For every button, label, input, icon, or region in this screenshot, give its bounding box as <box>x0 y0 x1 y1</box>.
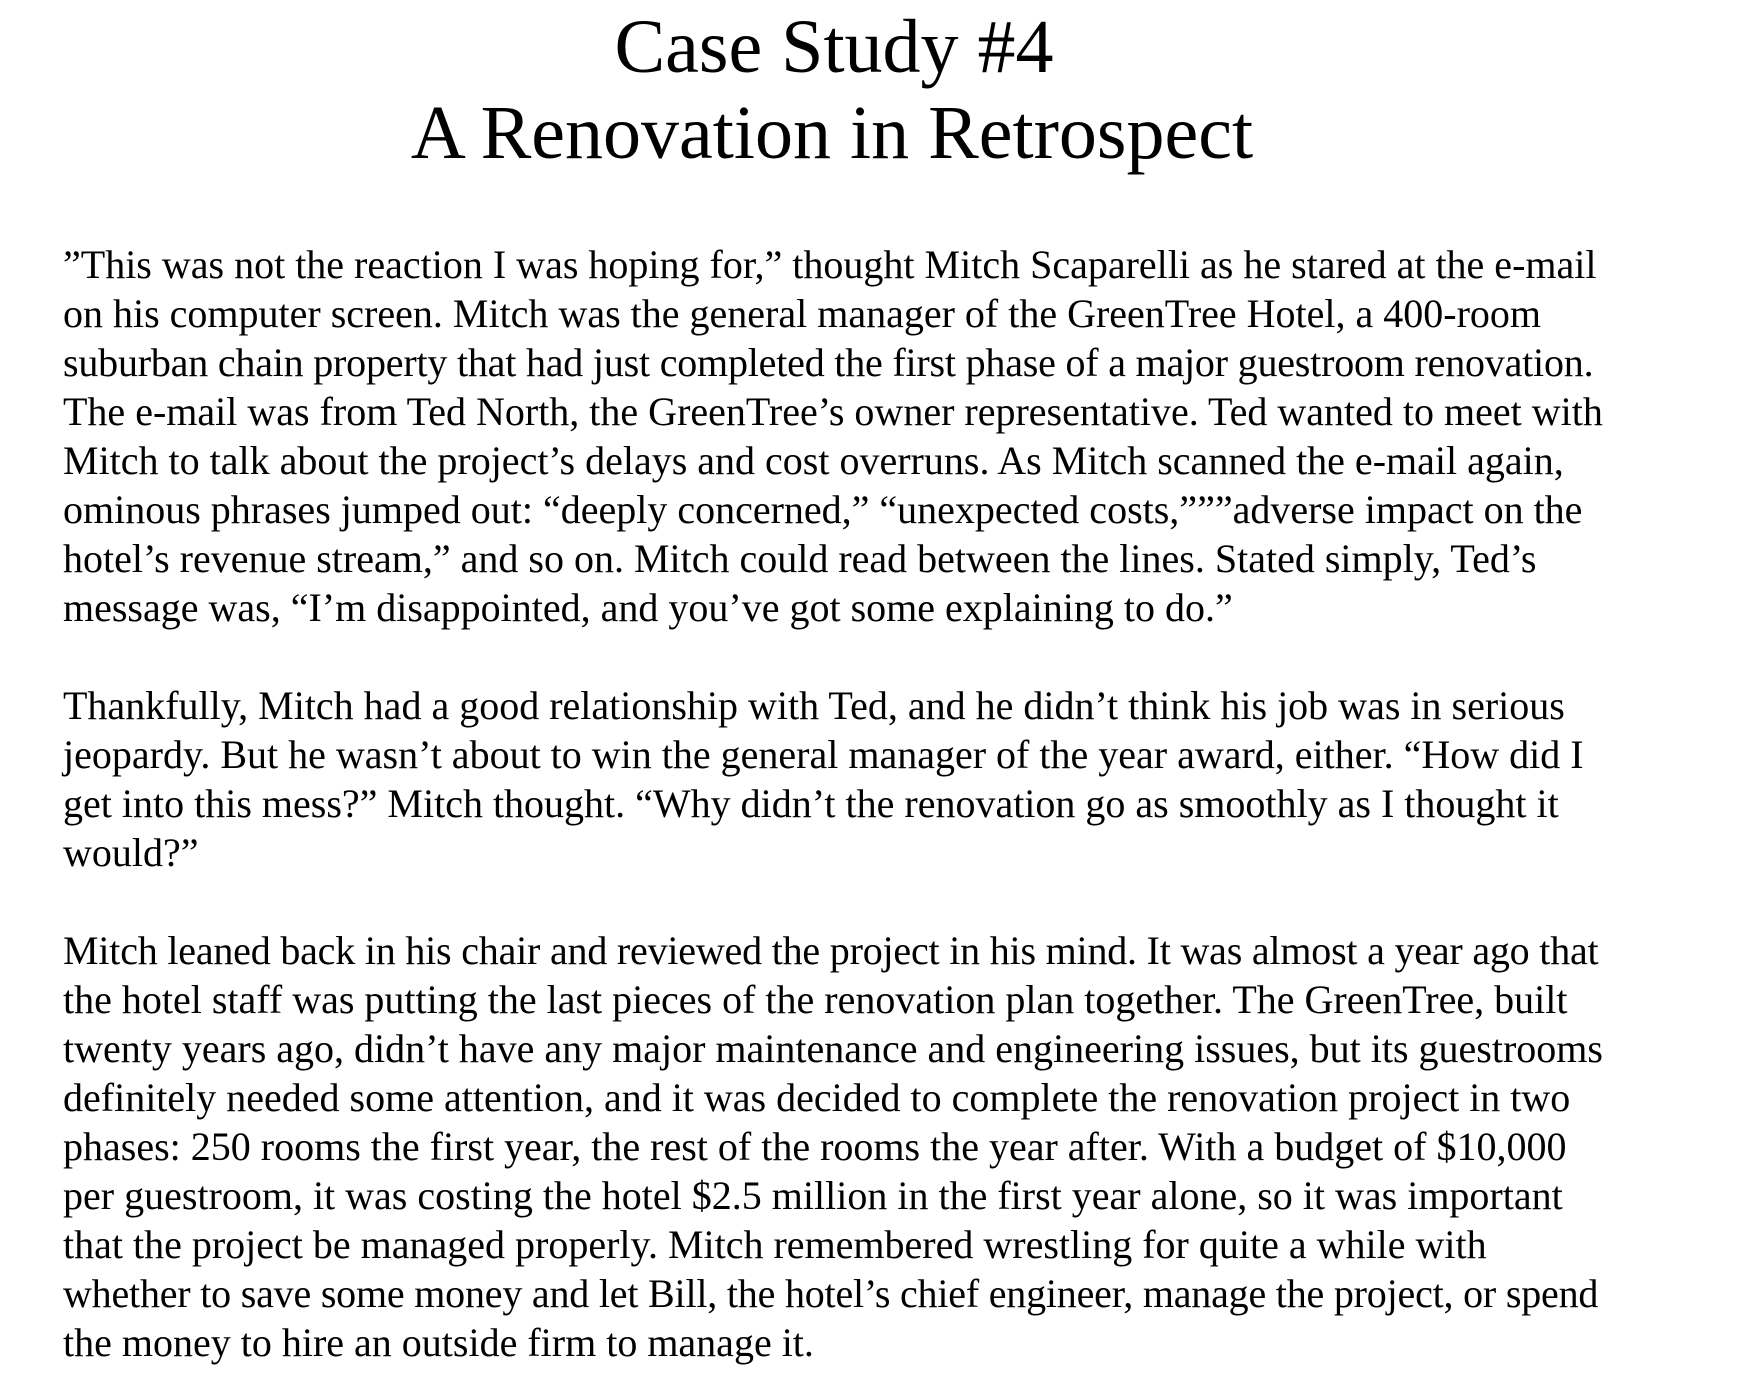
paragraph-2 <box>63 681 1743 877</box>
title-line-2: A Renovation in Retrospect <box>410 91 1254 175</box>
paragraph-line: the money to hire an outside firm to manage it. <box>63 1320 814 1365</box>
paragraph-line: on his computer screen. Mitch was the general manager of the GreenTree Hotel, a 400-room <box>63 291 1542 336</box>
paragraph-line: get into this mess?” Mitch thought. “Why didn’t the renovation go as smoothly as I thought it <box>63 781 1559 826</box>
paragraph-line: suburban chain property that had just completed the first phase of a major guestroom renovation. <box>63 340 1594 385</box>
paragraph-line: would?” <box>63 830 199 875</box>
paragraph-line: phases: 250 rooms the first year, the rest of the rooms the year after. With a budget of $10,000 <box>63 1124 1567 1169</box>
title-line-1: Case Study #4 <box>614 5 1054 89</box>
paragraph-gap <box>63 877 1743 926</box>
case-study-body <box>63 240 1743 1367</box>
paragraph-line: Thankfully, Mitch had a good relationship with Ted, and he didn’t think his job was in serious <box>63 683 1565 728</box>
paragraph-1 <box>63 240 1743 632</box>
paragraph-line: twenty years ago, didn’t have any major maintenance and engineering issues, but its guestrooms <box>63 1026 1603 1071</box>
paragraph-gap <box>63 632 1743 681</box>
paragraph-line: that the project be managed properly. Mitch remembered wrestling for quite a while with <box>63 1222 1487 1267</box>
paragraph-line: jeopardy. But he wasn’t about to win the general manager of the year award, either. “How did I <box>63 732 1584 777</box>
paragraph-line: message was, “I’m disappointed, and you’ve got some explaining to do.” <box>63 585 1233 630</box>
paragraph-line: the hotel staff was putting the last pieces of the renovation plan together. The GreenTree, built <box>63 977 1568 1022</box>
paragraph-line: hotel’s revenue stream,” and so on. Mitch could read between the lines. Stated simply, Ted’s <box>63 536 1537 581</box>
paragraph-line: Mitch leaned back in his chair and reviewed the project in his mind. It was almost a year ago that <box>63 928 1599 973</box>
paragraph-3 <box>63 926 1743 1367</box>
paragraph-line: per guestroom, it was costing the hotel $2.5 million in the first year alone, so it was important <box>63 1173 1563 1218</box>
paragraph-line: whether to save some money and let Bill, the hotel’s chief engineer, manage the project, or spend <box>63 1271 1599 1316</box>
paragraph-line: definitely needed some attention, and it was decided to complete the renovation project in two <box>63 1075 1571 1120</box>
paragraph-line: ominous phrases jumped out: “deeply concerned,” “unexpected costs,”””adverse impact on the <box>63 487 1583 532</box>
paragraph-line: Mitch to talk about the project’s delays and cost overruns. As Mitch scanned the e-mail again, <box>63 438 1564 483</box>
paragraph-line: ”This was not the reaction I was hoping for,” thought Mitch Scaparelli as he stared at the e-mail <box>63 242 1597 287</box>
paragraph-line: The e-mail was from Ted North, the GreenTree’s owner representative. Ted wanted to meet with <box>63 389 1603 434</box>
